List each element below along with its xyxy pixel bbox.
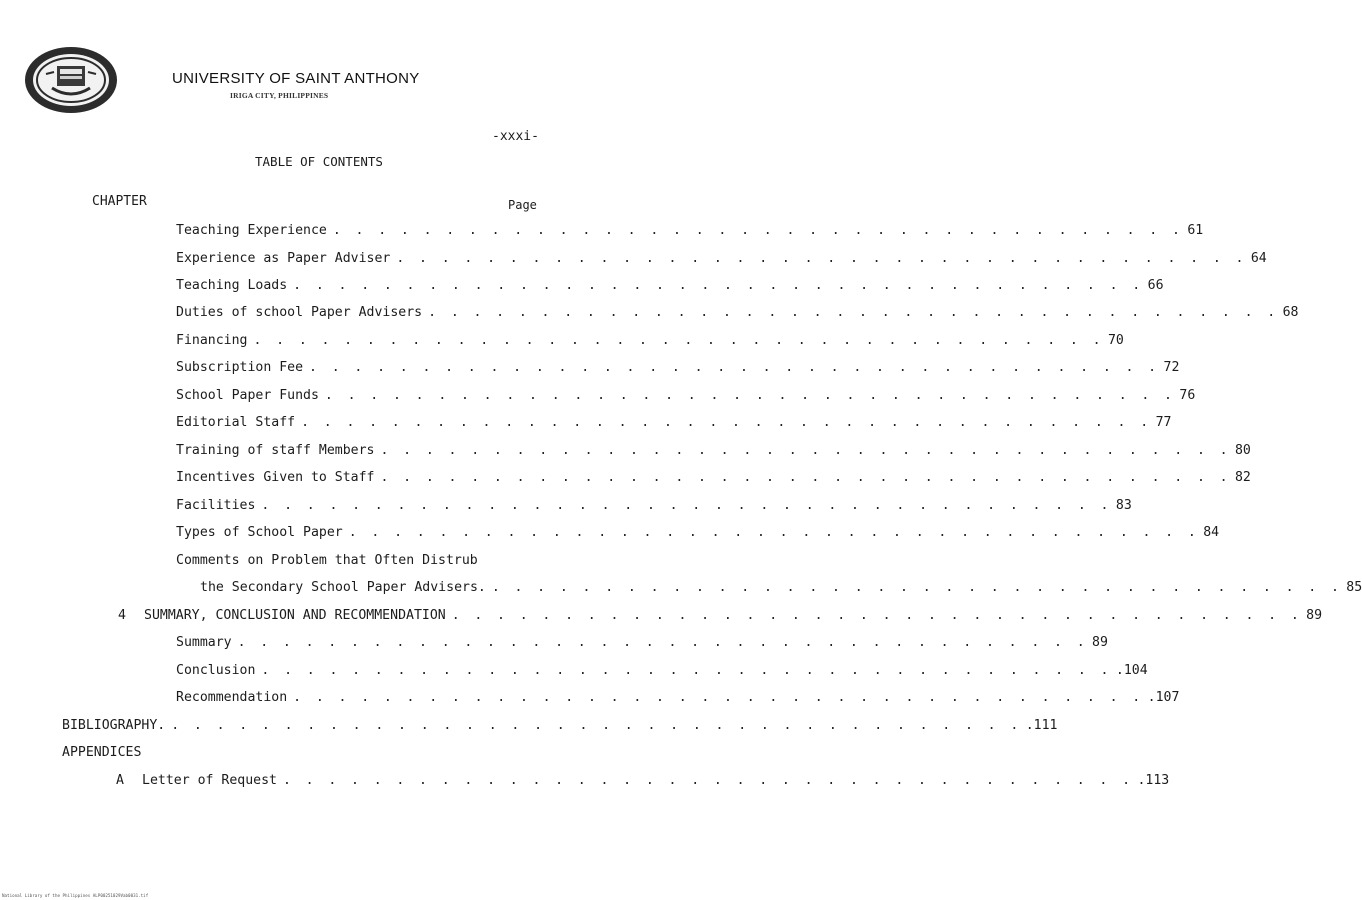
toc-entry-title: APPENDICES [62, 745, 142, 760]
toc-title: TABLE OF CONTENTS [255, 154, 383, 169]
toc-entry-title: SUMMARY, CONCLUSION AND RECOMMENDATION [144, 608, 446, 623]
toc-entry [62, 716, 1058, 736]
toc-leader-dots: . . . . . . . . . . . . . . . . . . . . . . . . . . . . . . . . . . . . . . [491, 580, 1343, 595]
toc-entry-title: Summary [176, 635, 232, 650]
toc-entry [176, 468, 1251, 488]
toc-leader-dots: . . . . . . . . . . . . . . . . . . . . . . . . . . . . . . . . . . . . . . [237, 635, 1089, 650]
toc-entry-page: 76 [1179, 388, 1196, 403]
toc-entry [176, 221, 1204, 241]
toc-entry-page: .113 [1137, 773, 1170, 788]
toc-entry [176, 496, 1132, 516]
toc-entry-page: 89 [1306, 608, 1323, 623]
toc-entry [200, 578, 1362, 598]
toc-entry-page: 83 [1115, 498, 1132, 513]
toc-entry-page: 82 [1234, 470, 1251, 485]
toc-entry [62, 743, 180, 763]
toc-leader-dots: . . . . . . . . . . . . . . . . . . . . . . . . . . . . . . . . . . . . . . [261, 498, 1112, 513]
toc-entry-title: Facilities [176, 498, 256, 513]
toc-entry-title: Teaching Loads [176, 278, 288, 293]
chapter-column-label: CHAPTER [92, 194, 147, 209]
toc-entry-page: 64 [1250, 251, 1267, 266]
toc-entry-page: .107 [1147, 690, 1180, 705]
toc-entry [176, 386, 1196, 406]
toc-entry-page: 68 [1282, 305, 1299, 320]
toc-leader-dots: . . . . . . . . . . . . . . . . . . . . . . . . . . . . . . . . . . . . . . [261, 663, 1112, 678]
page-column-label: Page [508, 198, 537, 212]
toc-leader-dots: . . . . . . . . . . . . . . . . . . . . . . . . . . . . . . . . . . . . . . [396, 251, 1247, 266]
toc-entry-page: 70 [1107, 333, 1124, 348]
toc-entry-title: Teaching Experience [176, 223, 327, 238]
toc-entry-title: the Secondary School Paper Advisers. [200, 580, 486, 595]
page-number: -xxxi- [492, 129, 539, 144]
toc-leader-dots: . . . . . . . . . . . . . . . . . . . . . . . . . . . . . . . . . . . . . . [253, 333, 1104, 348]
toc-entry-page: 66 [1147, 278, 1164, 293]
toc-leader-dots: . . . . . . . . . . . . . . . . . . . . . . . . . . . . . . . . . . . . . . [324, 388, 1176, 403]
toc-entry [176, 688, 1180, 708]
toc-entry-page: 61 [1187, 223, 1204, 238]
toc-leader-dots: . . . . . . . . . . . . . . . . . . . . . . . . . . . . . . . . . . . . . . [282, 773, 1134, 788]
toc-entry-title: Conclusion [176, 663, 256, 678]
toc-entry-title: Experience as Paper Adviser [176, 251, 391, 266]
toc-entry-page: 72 [1163, 360, 1180, 375]
toc-entry-title: Comments on Problem that Often Distrub [176, 553, 478, 568]
toc-entry [176, 331, 1124, 351]
toc-entry-page: 84 [1203, 525, 1220, 540]
toc-entry [176, 358, 1180, 378]
toc-entry-title: Editorial Staff [176, 415, 296, 430]
toc-leader-dots: . . . . . . . . . . . . . . . . . . . . . . . . . . . . . . . . . . . . . . [309, 360, 1160, 375]
toc-leader-dots: . . . . . . . . . . . . . . . . . . . . . . . . . . . . . . . . . . . . . . [380, 470, 1231, 485]
toc-entry [176, 523, 1220, 543]
toc-leader-dots: . . . . . . . . . . . . . . . . . . . . . . . . . . . . . . . . . . . . . . [332, 223, 1184, 238]
toc-leader-dots: . . . . . . . . . . . . . . . . . . . . . . . . . . . . . . . . . . . . . . [348, 525, 1200, 540]
toc-entry-page: 80 [1234, 443, 1251, 458]
toc-entry-title: Duties of school Paper Advisers [176, 305, 423, 320]
toc-entry [176, 661, 1148, 681]
toc-entry-page: 85 [1346, 580, 1362, 595]
toc-entry [118, 606, 1323, 626]
toc-leader-dots: . . . . . . . . . . . . . . . . . . . . . . . . . . . . . . . . . . . . . . [293, 278, 1144, 293]
toc-entry-title: Subscription Fee [176, 360, 304, 375]
toc-entry [176, 551, 478, 571]
toc-entry-page: 89 [1092, 635, 1108, 650]
archive-stamp: National Library of the Philippines ALP00251029Vab0031.tif [2, 893, 149, 898]
toc-entry-number: 4 [118, 608, 126, 623]
toc-entry [176, 303, 1299, 323]
university-city: IRIGA CITY, PHILIPPINES [230, 91, 329, 100]
toc-entry-number: A [116, 773, 124, 788]
toc-entry-title: Letter of Request [142, 773, 277, 788]
toc-entry-title: School Paper Funds [176, 388, 319, 403]
toc-entry-title: Incentives Given to Staff [176, 470, 375, 485]
university-name: UNIVERSITY OF SAINT ANTHONY [172, 70, 420, 87]
toc-leader-dots: . . . . . . . . . . . . . . . . . . . . . . . . . . . . . . . . . . . . . . [428, 305, 1279, 320]
toc-entry [176, 633, 1108, 653]
toc-entry-title: BIBLIOGRAPHY. [62, 718, 166, 733]
toc-entry-title: Types of School Paper [176, 525, 343, 540]
toc-leader-dots: . . . . . . . . . . . . . . . . . . . . . . . . . . . . . . . . . . . . . . [451, 608, 1303, 623]
toc-leader-dots: . . . . . . . . . . . . . . . . . . . . . . . . . . . . . . . . . . . . . . [171, 718, 1022, 733]
toc-leader-dots: . . . . . . . . . . . . . . . . . . . . . . . . . . . . . . . . . . . . . . [380, 443, 1231, 458]
toc-entry-title: Recommendation [176, 690, 288, 705]
toc-entry [176, 413, 1172, 433]
toc-entry-page: .104 [1115, 663, 1148, 678]
toc-entry [176, 441, 1251, 461]
toc-entry-title: Training of staff Members [176, 443, 375, 458]
toc-entry-page: .111 [1025, 718, 1058, 733]
toc-entry [116, 771, 1170, 791]
toc-leader-dots: . . . . . . . . . . . . . . . . . . . . . . . . . . . . . . . . . . . . . . [293, 690, 1144, 705]
university-seal-logo [24, 44, 120, 114]
toc-entry [176, 249, 1267, 269]
toc-entry-page: 77 [1155, 415, 1172, 430]
toc-entry [176, 276, 1164, 296]
toc-entry-title: Financing [176, 333, 248, 348]
toc-leader-dots: . . . . . . . . . . . . . . . . . . . . . . . . . . . . . . . . . . . . . . [301, 415, 1152, 430]
